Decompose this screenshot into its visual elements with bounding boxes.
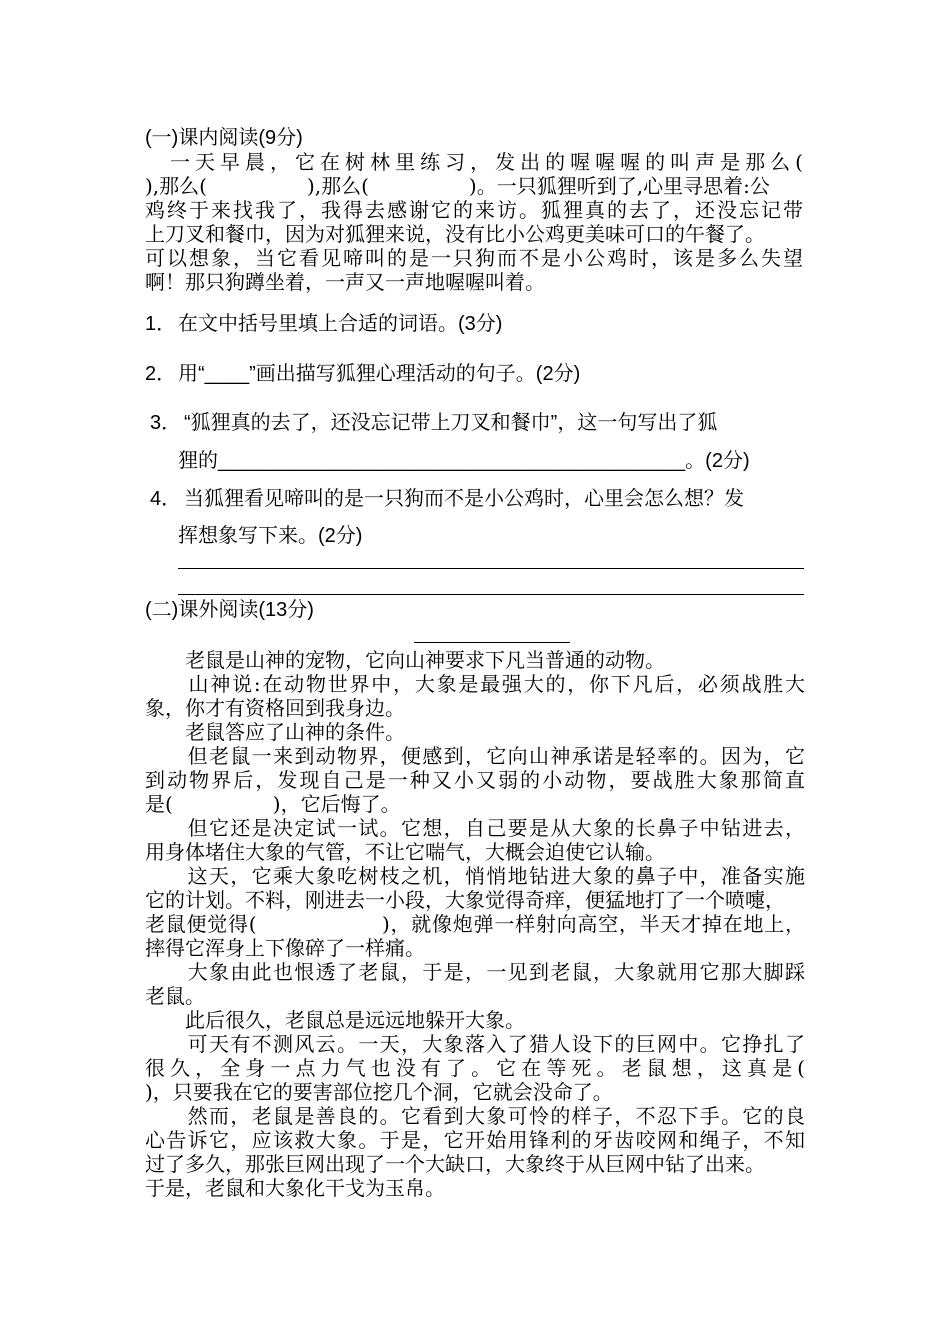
section2-passage-line: 但它还是决定试一试。它想，自己要是从大象的长鼻子中钻进去，	[145, 816, 805, 840]
section2-passage-line: 很久，全身一点力气也没有了。它在等死。老鼠想，这真是(	[145, 1056, 805, 1080]
section2-passage-line: 它的计划。不料，刚进去一小段，大象觉得奇痒，便猛地打了一个喷嚏，	[145, 888, 785, 912]
section1-passage-line: 啊！那只狗蹲坐着，一声又一声地喔喔叫着。	[145, 270, 545, 294]
section2-passage-line: 这天，它乘大象吃树枝之机，悄悄地钻进大象的鼻子中，准备实施	[145, 864, 805, 888]
section2-passage-line: 老鼠答应了山神的条件。	[145, 720, 405, 744]
section2-passage-line: 但老鼠一来到动物界，便感到，它向山神承诺是轻率的。因为，它	[145, 744, 805, 768]
section1-passage-line: 一天早晨，它在树林里练习，发出的喔喔喔的叫声是那么(	[145, 150, 803, 174]
question-2-number: 2．	[145, 363, 177, 385]
section2-passage-line: 于是，老鼠和大象化干戈为玉帛。	[145, 1176, 445, 1200]
section2-passage-line: 然而，老鼠是善良的。它看到大象可怜的样子，不忍下手。它的良	[145, 1104, 805, 1128]
section1-passage-line: 可以想象，当它看见啼叫的是一只狗而不是小公鸡时，该是多么失望	[145, 246, 803, 270]
question-1-number: 1．	[145, 313, 177, 335]
question-4-number: 4．	[150, 488, 182, 510]
section2-title: (二)课外阅读(13分)	[145, 599, 314, 621]
section2-passage-line: 老鼠是山神的宠物，它向山神要求下凡当普通的动物。	[145, 648, 665, 672]
question-2-text: 用“____”画出描写狐狸心理活动的句子。(2分)	[178, 363, 581, 385]
section2-passage-line: 此后很久，老鼠总是远远地躲开大象。	[145, 1008, 525, 1032]
section2-passage-line: 用身体堵住大象的气管，不让它喘气，大概会迫使它认输。	[145, 840, 665, 864]
section2-passage-line: 是( )，它后悔了。	[145, 792, 401, 816]
section2-passage-line: 象，你才有资格回到我身边。	[145, 696, 405, 720]
section2-passage-line: 摔得它浑身上下像碎了一样痛。	[145, 936, 425, 960]
section2-passage-line: 可天有不测风云。一天，大象落入了猎人设下的巨网中。它挣扎了	[145, 1032, 805, 1056]
section2-passage-line: 大象由此也恨透了老鼠，于是，一见到老鼠，大象就用它那大脚踩	[145, 960, 805, 984]
answer-line-2[interactable]	[178, 594, 804, 595]
section2-passage-line: 过了多久，那张巨网出现了一个大缺口，大象终于从巨网中钻了出来。	[145, 1152, 765, 1176]
section1-passage-line: 鸡终于来找我了，我得去感谢它的来访。狐狸真的去了，还没忘记带	[145, 198, 803, 222]
section2-passage-line: 心告诉它，应该救大象。于是，它开始用锋利的牙齿咬网和绳子，不知	[145, 1128, 805, 1152]
section1-passage-line: 上刀叉和餐巾，因为对狐狸来说，没有比小公鸡更美味可口的午餐了。	[145, 222, 765, 246]
question-1-text: 在文中括号里填上合适的词语。(3分)	[178, 313, 503, 335]
section1-passage-line: ),那么( ),那么( )。一只狐狸听到了,心里寻思着:公	[145, 174, 770, 198]
question-4-text-cont: 挥想象写下来。(2分)	[178, 525, 363, 547]
question-3-text: “狐狸真的去了，还没忘记带上刀叉和餐巾”，这一句写出了狐	[184, 412, 718, 434]
section1-title: (一)课内阅读(9分)	[145, 127, 303, 149]
question-4-text: 当狐狸看见啼叫的是一只狗而不是小公鸡时，心里会怎么想？发	[184, 488, 744, 510]
section2-passage-line: 山神说:在动物世界中，大象是最强大的，你下凡后，必须战胜大	[145, 672, 805, 696]
section2-passage-line: 到动物界后，发现自己是一种又小又弱的小动物，要战胜大象那简直	[145, 768, 805, 792]
question-3-number: 3．	[150, 412, 182, 434]
answer-line-1[interactable]	[178, 568, 804, 569]
question-3-answer-line[interactable]: 狸的__________________________________________。(2分)	[178, 450, 750, 472]
story-title-blank[interactable]	[414, 642, 570, 643]
section2-passage-line: )，只要我在它的要害部位挖几个洞，它就会没命了。	[145, 1080, 613, 1104]
section2-passage-line: 老鼠。	[145, 984, 205, 1008]
section2-passage-line: 老鼠便觉得( )，就像炮弹一样射向高空，半天才掉在地上，	[145, 912, 805, 936]
